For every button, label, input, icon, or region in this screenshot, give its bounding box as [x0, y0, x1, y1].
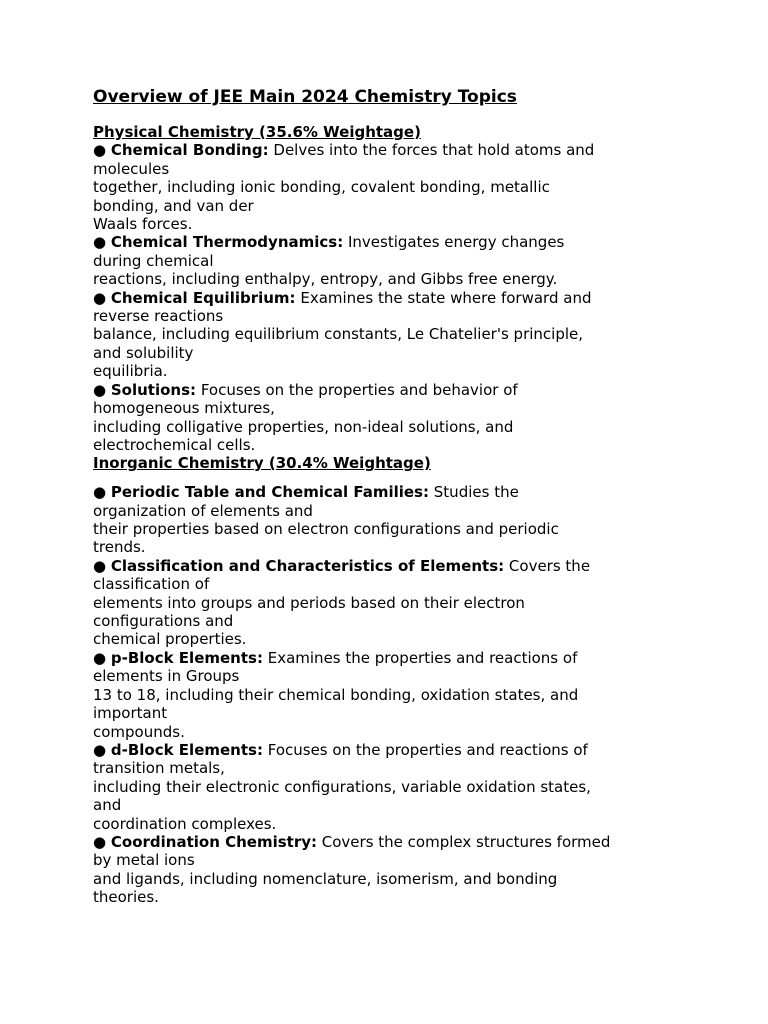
- topic-term: Chemical Bonding:: [110, 141, 269, 160]
- topic-list-physical-chemistry: [93, 141, 693, 454]
- topic-p-block-elements: [93, 649, 693, 741]
- topic-text: and solubility: [93, 343, 194, 362]
- topic-chemical-thermodynamics: [93, 233, 693, 288]
- topic-text: trends.: [93, 538, 146, 557]
- topic-chemical-bonding: [93, 141, 693, 233]
- topic-text: Focuses on the properties and reactions of: [267, 740, 588, 759]
- bullet: ●: [93, 380, 107, 399]
- bullet: ●: [93, 483, 107, 502]
- topic-text: by metal ions: [93, 851, 195, 870]
- topic-text: elements into groups and periods based on their electron: [93, 593, 525, 612]
- document-page: [93, 86, 693, 907]
- topic-text: including their electronic configurations, variable oxidation states,: [93, 777, 591, 796]
- topic-text: organization of elements and: [93, 501, 313, 520]
- topic-text: including colligative properties, non-ideal solutions, and: [93, 417, 514, 436]
- topic-text: 13 to 18, including their chemical bonding, oxidation states, and: [93, 685, 579, 704]
- topic-text: molecules: [93, 159, 170, 178]
- topic-text: reverse reactions: [93, 307, 224, 326]
- topic-term: Solutions:: [110, 380, 197, 399]
- topic-text: and ligands, including nomenclature, isomerism, and bonding: [93, 869, 558, 888]
- topic-chemical-equilibrium: [93, 289, 693, 381]
- topic-coordination-chemistry: [93, 833, 693, 907]
- topic-text: reactions, including enthalpy, entropy, and Gibbs free energy.: [93, 270, 558, 289]
- topic-text: Delves into the forces that hold atoms and: [273, 141, 595, 160]
- topic-text: Investigates energy changes: [348, 233, 565, 252]
- bullet: ●: [93, 141, 107, 160]
- topic-text: during chemical: [93, 251, 214, 270]
- topic-solutions: [93, 381, 693, 455]
- topic-text: their properties based on electron configurations and periodic: [93, 520, 559, 539]
- topic-term: p-Block Elements:: [110, 648, 263, 667]
- topic-text: electrochemical cells.: [93, 435, 256, 454]
- topic-text: transition metals,: [93, 759, 225, 778]
- topic-text: Examines the properties and reactions of: [267, 648, 578, 667]
- topic-term: Chemical Thermodynamics:: [110, 233, 344, 252]
- topic-term: Chemical Equilibrium:: [110, 288, 296, 307]
- bullet: ●: [93, 556, 107, 575]
- topic-text: Focuses on the properties and behavior of: [200, 380, 518, 399]
- topic-text: Examines the state where forward and: [300, 288, 592, 307]
- topic-text: Waals forces.: [93, 215, 193, 234]
- topic-text: Studies the: [433, 483, 519, 502]
- bullet: ●: [93, 740, 107, 759]
- topic-text: theories.: [93, 888, 159, 907]
- topic-text: chemical properties.: [93, 630, 247, 649]
- topic-d-block-elements: [93, 741, 693, 833]
- topic-text: Covers the: [508, 556, 591, 575]
- topic-text: configurations and: [93, 612, 234, 631]
- topic-text: coordination complexes.: [93, 814, 277, 833]
- topic-term: Coordination Chemistry:: [110, 832, 317, 851]
- topic-text: elements in Groups: [93, 667, 240, 686]
- topic-term: d-Block Elements:: [110, 740, 263, 759]
- topic-term: Periodic Table and Chemical Families:: [110, 483, 429, 502]
- topic-list-inorganic-chemistry: [93, 483, 693, 906]
- topic-text: and: [93, 796, 122, 815]
- topic-text: balance, including equilibrium constants, Le Chatelier's principle,: [93, 325, 584, 344]
- topic-classification-of-elements: [93, 557, 693, 649]
- topic-text: classification of: [93, 575, 210, 594]
- section-heading-inorganic-chemistry: Inorganic Chemistry (30.4% Weightage): [93, 454, 431, 473]
- document-title: Overview of JEE Main 2024 Chemistry Topics: [93, 87, 517, 107]
- bullet: ●: [93, 648, 107, 667]
- topic-text: bonding, and van der: [93, 196, 254, 215]
- topic-text: together, including ionic bonding, covalent bonding, metallic: [93, 178, 550, 197]
- topic-text: compounds.: [93, 722, 185, 741]
- bullet: ●: [93, 832, 107, 851]
- topic-text: Covers the complex structures formed: [321, 832, 611, 851]
- topic-text: important: [93, 704, 168, 723]
- topic-periodic-table: [93, 483, 693, 557]
- topic-text: homogeneous mixtures,: [93, 399, 275, 418]
- bullet: ●: [93, 233, 107, 252]
- topic-text: equilibria.: [93, 362, 168, 381]
- bullet: ●: [93, 288, 107, 307]
- section-heading-physical-chemistry: Physical Chemistry (35.6% Weightage): [93, 123, 421, 141]
- topic-term: Classification and Characteristics of Elements:: [110, 556, 505, 575]
